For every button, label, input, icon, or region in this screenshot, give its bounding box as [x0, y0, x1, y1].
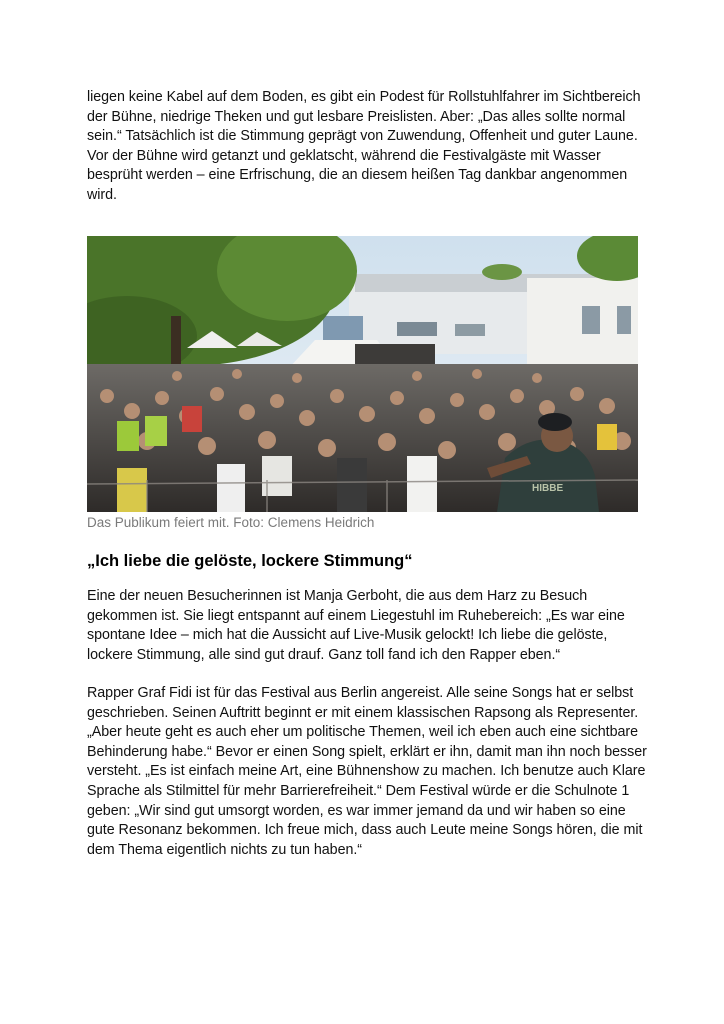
photo-caption: Das Publikum feiert mit. Foto: Clemens Heidrich [87, 515, 375, 530]
body-paragraph-rapper: Rapper Graf Fidi ist für das Festival aus Berlin angereist. Alle seine Songs hat er selbst geschrieben. Seinen Auftritt beginnt er mit einem klassischen Rapsong als Representer. „Aber heute geht es auch eher um politische Themen, weil ich eben auch eine sichtbare Behinderung habe.“ Bevor er einen Song spielt, erklärt er ihn, damit man ihn noch besser versteht. „Es ist einfach meine Art, eine Bühnenshow zu machen. Ich benutze auch Klare Sprache als Stilmittel für mehr Barrierefreiheit.“ Dem Festival würde er die Schulnote 1 geben: „Wir sind gut umsorgt worden, es war immer jemand da und wir haben so eine gute Resonanz bekommen. Ich freue mich, dass auch Leute meine Songs hören, die mit dem Thema eigentlich nichts zu tun haben.“ [87, 685, 647, 858]
section-heading: „Ich liebe die gelöste, lockere Stimmung“ [87, 552, 413, 570]
svg-text:HIBBE: HIBBE [532, 483, 564, 494]
intro-paragraph: liegen keine Kabel auf dem Boden, es gibt ein Podest für Rollstuhlfahrer im Sichtbereich der Bühne, niedrige Theken und gut lesbare Preislisten. Aber: „Das alles sollte normal sein.“ Tatsächlich ist die Stimmung geprägt von Zuwendung, Offenheit und guter Laune. Vor der Bühne wird getanzt und geklatscht, während die Festivalgäste mit Wasser besprüht werden – eine Erfrischung, die an diesem heißen Tag dankbar angenommen wird. [87, 89, 641, 203]
body-paragraph-visitor: Eine der neuen Besucherinnen ist Manja Gerboht, die aus dem Harz zu Besuch gekommen ist. Sie liegt entspannt auf einem Liegestuhl im Ruhebereich: „Es war eine spontane Idee – mich hat die Aussicht auf Live-Musik gelockt! Ich liebe die gelöste, lockere Stimmung, alle sind gut drauf. Ganz toll fand ich den Rapper eben.“ [87, 588, 625, 663]
festival-crowd-photo [87, 236, 638, 512]
